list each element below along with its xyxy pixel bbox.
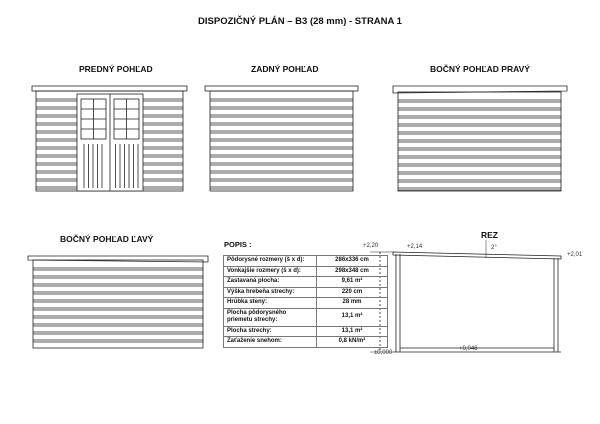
spec-row: [224, 256, 388, 267]
side-right-view: [393, 86, 567, 191]
label-side-right-view: BOČNÝ POHĽAD PRAVÝ: [430, 64, 530, 74]
side-left-roof: [28, 256, 208, 262]
spec-value: 28 mm: [317, 298, 388, 309]
spec-row: [224, 308, 388, 326]
popis-label: POPIS :: [224, 240, 252, 249]
section-view: [370, 240, 561, 352]
label-side-left-view: BOČNÝ POHĽAD ĽAVÝ: [60, 234, 154, 244]
section-roof: [393, 252, 561, 259]
spec-value: 0,8 kN/m²: [317, 337, 388, 348]
section-dim-top-label: +2,14: [407, 244, 423, 250]
section-dim-ridge-label: +2,20: [363, 243, 379, 249]
spec-value: 298x348 cm: [317, 266, 388, 277]
back-roof-fascia: [205, 86, 358, 91]
section-dim-floor-label: +0,046: [459, 346, 478, 352]
label-section-view: REZ: [481, 230, 498, 240]
spec-value: 13,1 m²: [317, 308, 388, 326]
page-title: DISPOZIČNÝ PLÁN – B3 (28 mm) - STRANA 1: [198, 16, 402, 27]
section-dim-zero-label: ±0,000: [374, 350, 393, 356]
spec-value: 9,61 m²: [317, 277, 388, 288]
spec-key: Plocha strechy:: [224, 326, 317, 337]
spec-key: Vonkajšie rozmery (š x d):: [224, 266, 317, 277]
side-left-wall: [33, 260, 203, 348]
spec-key: Výška hrebeňa strechy:: [224, 287, 317, 298]
spec-value: 220 cm: [317, 287, 388, 298]
side-right-wall: [398, 92, 561, 191]
spec-row: [224, 277, 388, 288]
spec-key: Zastavaná plocha:: [224, 277, 317, 288]
front-roof-fascia: [32, 86, 187, 91]
spec-key: Pôdorysné rozmery (š x d):: [224, 256, 317, 267]
section-angle-label: 2°: [491, 245, 497, 251]
front-view: [32, 86, 187, 191]
spec-key: Hrúbka steny:: [224, 298, 317, 309]
spec-row: [224, 266, 388, 277]
spec-row: [224, 287, 388, 298]
back-view: [205, 86, 358, 191]
spec-key: Plocha pôdorysného priemetu strechy:: [224, 308, 317, 326]
spec-row: [224, 326, 388, 337]
label-back-view: ZADNÝ POHĽAD: [251, 64, 319, 74]
side-left-view: [28, 256, 208, 348]
spec-key: Zaťaženie snehom:: [224, 337, 317, 348]
spec-table: [223, 255, 388, 348]
spec-value: 13,1 m²: [317, 326, 388, 337]
label-front-view: PREDNÝ POHĽAD: [79, 64, 153, 74]
section-dim-eave-label: +2,01: [567, 252, 583, 258]
spec-row: [224, 298, 388, 309]
spec-row: [224, 337, 388, 348]
spec-value: 286x336 cm: [317, 256, 388, 267]
